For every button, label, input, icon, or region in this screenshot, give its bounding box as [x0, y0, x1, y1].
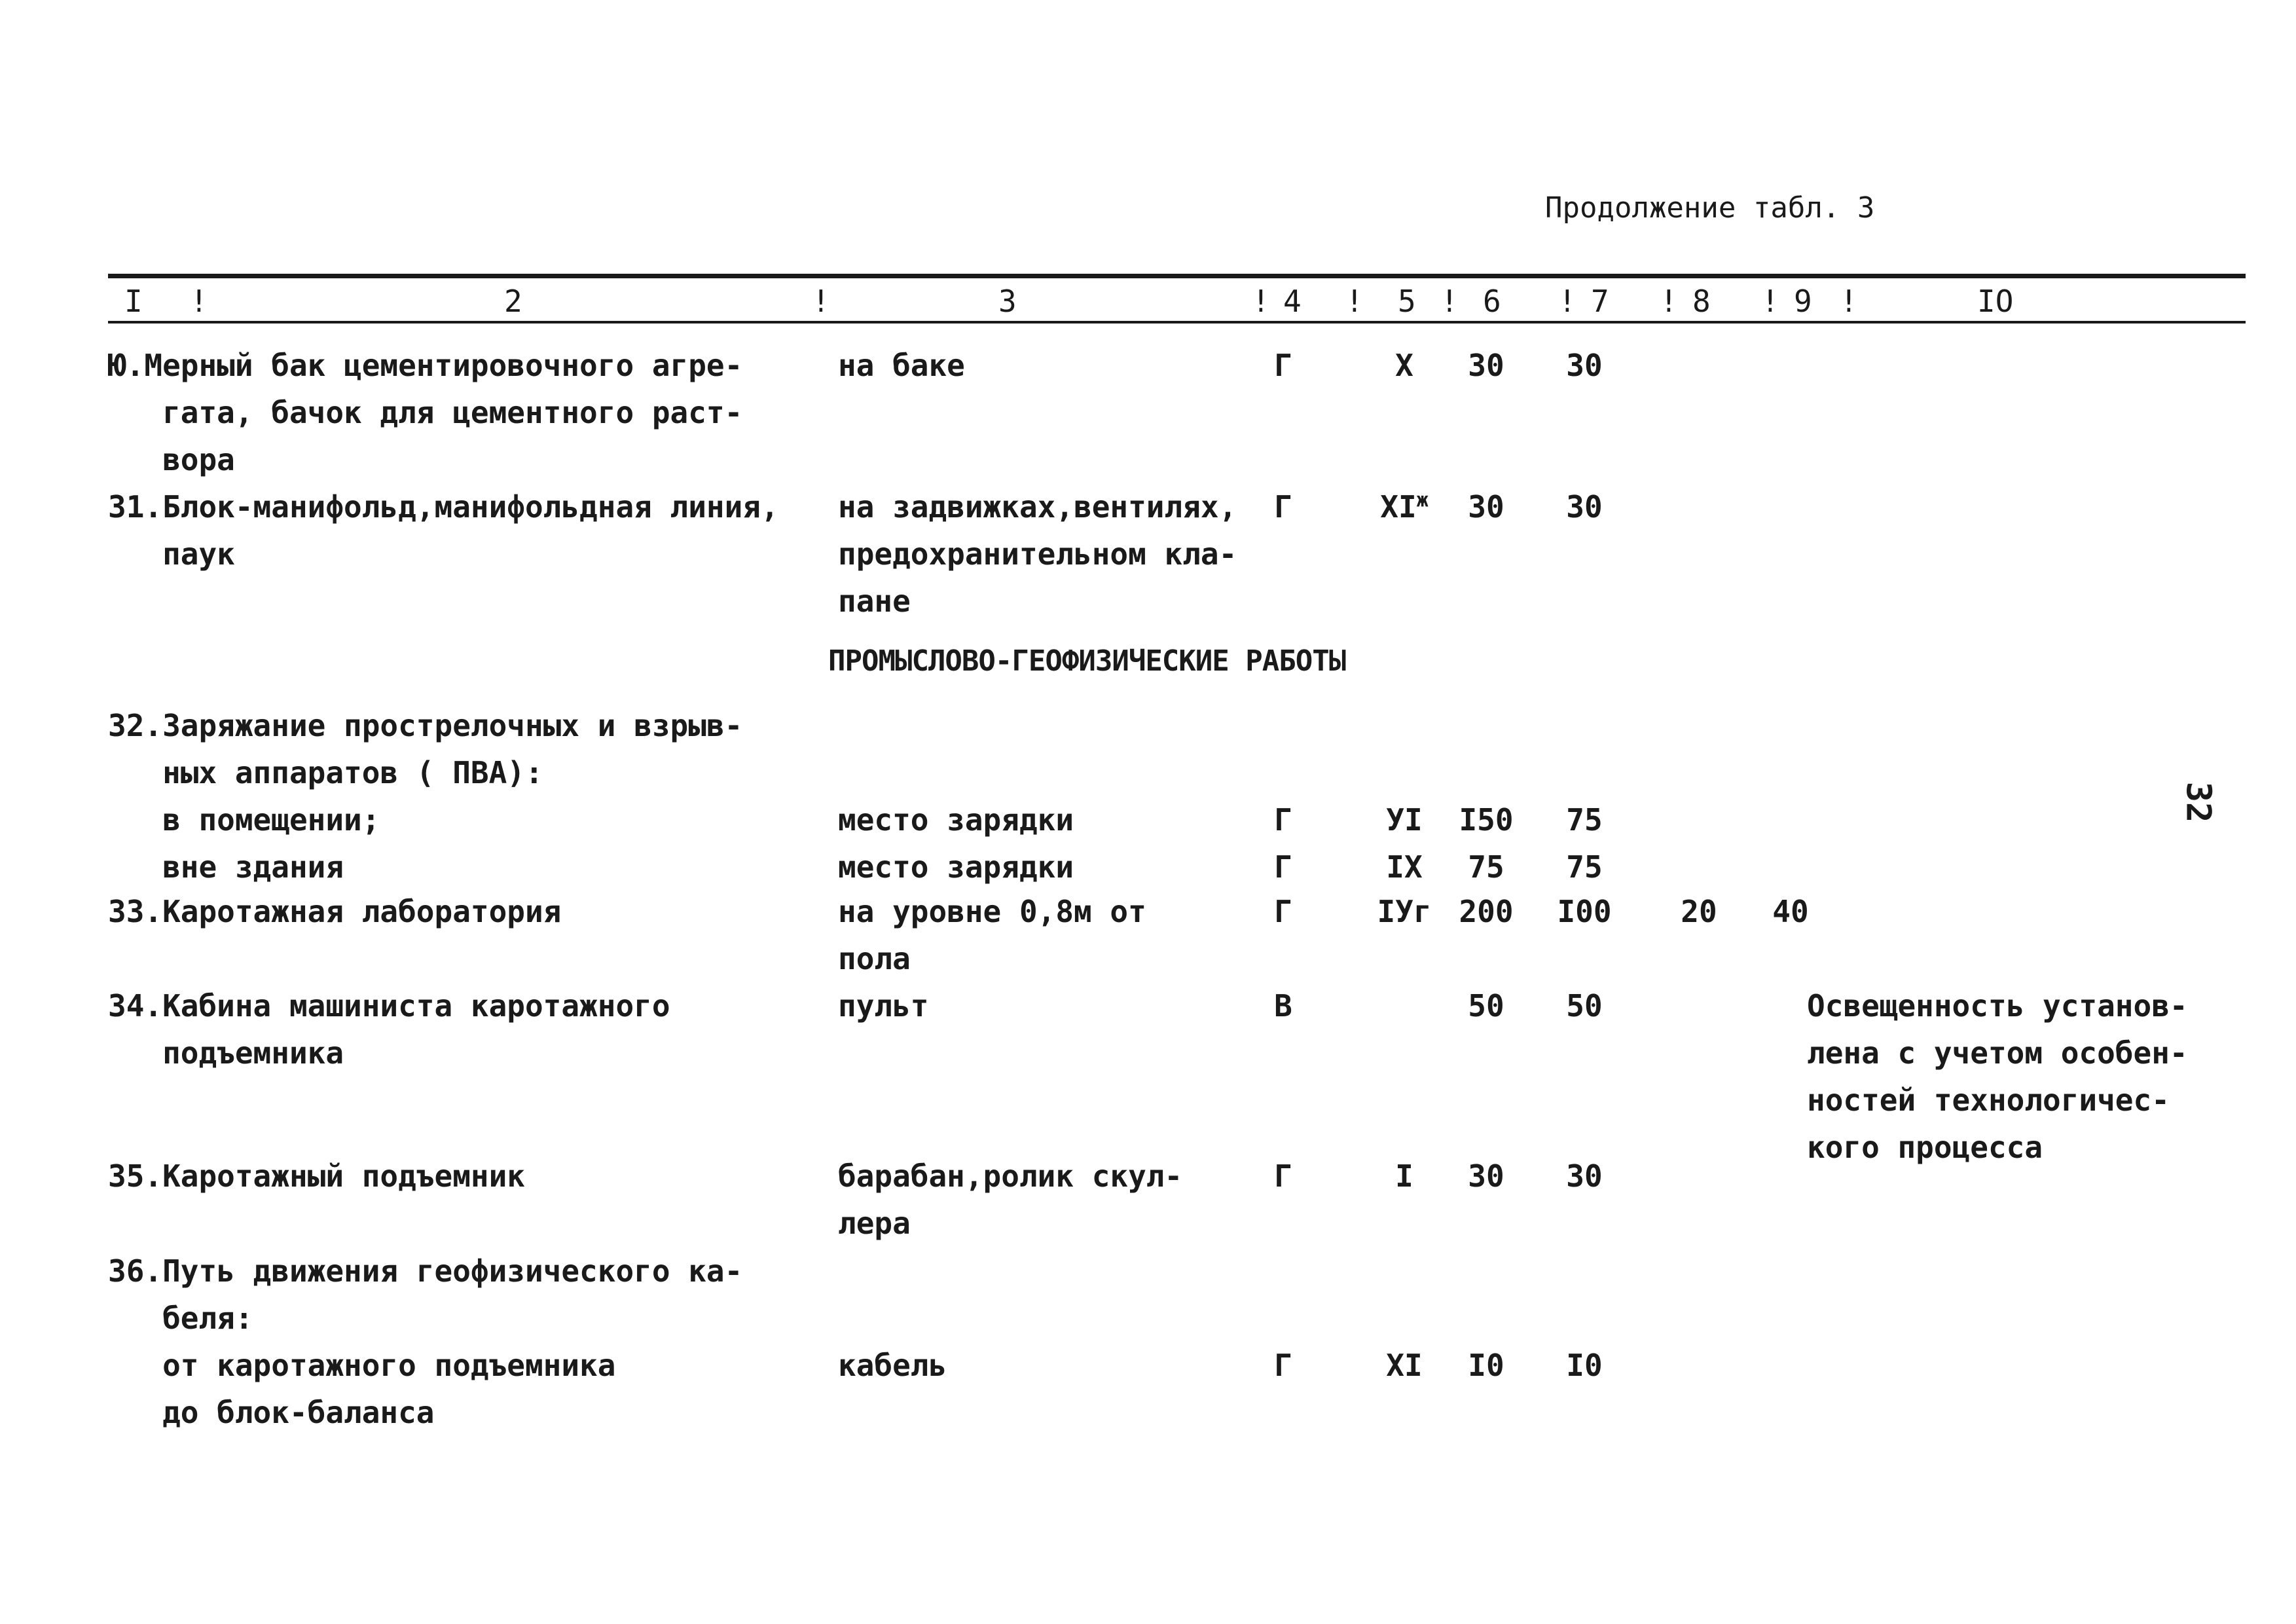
- row-col7: 30: [1566, 348, 1603, 383]
- section-title: ПРОМЫСЛОВО-ГЕОФИЗИЧЕСКИЕ РАБОТЫ: [828, 644, 1346, 678]
- row-col5: IУг: [1377, 894, 1432, 929]
- page-number: 32: [2178, 781, 2218, 823]
- row-location: пульт: [838, 988, 929, 1024]
- row-description: 34.Кабина машиниста каротажного подъемника: [108, 988, 670, 1071]
- row-col6: 30: [1468, 489, 1504, 525]
- table-header-rule: [108, 321, 2246, 323]
- column-separator: !: [190, 284, 208, 319]
- column-header-5: 3: [998, 284, 1017, 319]
- row-col4: В: [1274, 988, 1292, 1024]
- table-top-rule: [108, 274, 2246, 278]
- row-col5: Х: [1395, 348, 1413, 383]
- row-col8: 20: [1681, 894, 1717, 929]
- row-col4: Г Г: [1274, 802, 1292, 885]
- column-header-1: I: [124, 284, 143, 319]
- row-col4: Г: [1274, 1158, 1292, 1194]
- row-description: 36.Путь движения геофизического ка- беля: от каротажного подъемника до блок-баланса: [108, 1253, 743, 1430]
- column-separator: !: [1761, 284, 1779, 319]
- row-col5: XI: [1386, 1348, 1423, 1383]
- row-description: 32.Заряжание прострелочных и взрыв- ных аппаратов ( ПВА): в помещении; вне здания: [108, 708, 743, 885]
- row-location: на уровне 0,8м от пола: [838, 894, 1146, 976]
- column-separator: !: [1345, 284, 1364, 319]
- column-separator: !: [812, 284, 830, 319]
- column-separator: !: [1440, 284, 1459, 319]
- row-col7: 50: [1566, 988, 1603, 1024]
- row-col6: 50: [1468, 988, 1504, 1024]
- row-col7: 30: [1566, 489, 1603, 525]
- column-separator: !: [1840, 284, 1858, 319]
- row-col9: 40: [1772, 894, 1809, 929]
- row-col4: Г: [1274, 1348, 1292, 1383]
- row-col4: Г: [1274, 348, 1292, 383]
- column-separator: !: [1252, 284, 1270, 319]
- row-location: кабель: [838, 1348, 947, 1383]
- row-description: 35.Каротажный подъемник: [108, 1158, 525, 1194]
- column-separator: !: [1660, 284, 1678, 319]
- row-col6: 30: [1468, 1158, 1504, 1194]
- column-header-3: 2: [504, 284, 522, 319]
- row-col6: 30: [1468, 348, 1504, 383]
- row-col7: 30: [1566, 1158, 1603, 1194]
- column-header-9: 5: [1398, 284, 1416, 319]
- column-separator: !: [1558, 284, 1576, 319]
- row-col7: 75 75: [1566, 802, 1603, 885]
- row-description: 33.Каротажная лаборатория: [108, 894, 562, 929]
- row-description: Ю.Мерный бак цементировочного агре- гата, бачок для цементного раст- вора: [108, 348, 743, 477]
- column-header-17: 9: [1794, 284, 1812, 319]
- row-location: на задвижках,вентилях, предохранительном кла- пане: [838, 489, 1237, 619]
- row-col6: I0: [1468, 1348, 1504, 1383]
- row-col5-value: XI: [1380, 489, 1417, 525]
- row-col5: I: [1395, 1158, 1413, 1194]
- row-description: 31.Блок-манифольд,манифольдная линия, паук: [108, 489, 779, 572]
- column-header-13: 7: [1591, 284, 1609, 319]
- column-header-19: IO: [1977, 284, 2014, 319]
- row-col6: I50 75: [1459, 802, 1514, 885]
- column-header-15: 8: [1692, 284, 1711, 319]
- asterisk-mark: ж: [1416, 489, 1429, 512]
- column-header-7: 4: [1283, 284, 1302, 319]
- row-location: барабан,ролик скул- лера: [838, 1158, 1183, 1241]
- row-location: на баке: [838, 348, 965, 383]
- row-col7: I00: [1557, 894, 1612, 929]
- row-col6: 200: [1459, 894, 1514, 929]
- row-col7: I0: [1566, 1348, 1603, 1383]
- row-col5: [1362, 483, 1447, 530]
- row-note: Освещенность установ- лена с учетом особен- ностей технологичес- кого процесса: [1807, 988, 2188, 1165]
- row-col5: УI IX: [1386, 802, 1423, 885]
- row-col4: Г: [1274, 894, 1292, 929]
- row-location: место зарядки место зарядки: [838, 802, 1074, 885]
- column-header-11: 6: [1483, 284, 1501, 319]
- table-continuation-caption: Продолжение табл. 3: [1545, 191, 1875, 225]
- row-col4: Г: [1274, 489, 1292, 525]
